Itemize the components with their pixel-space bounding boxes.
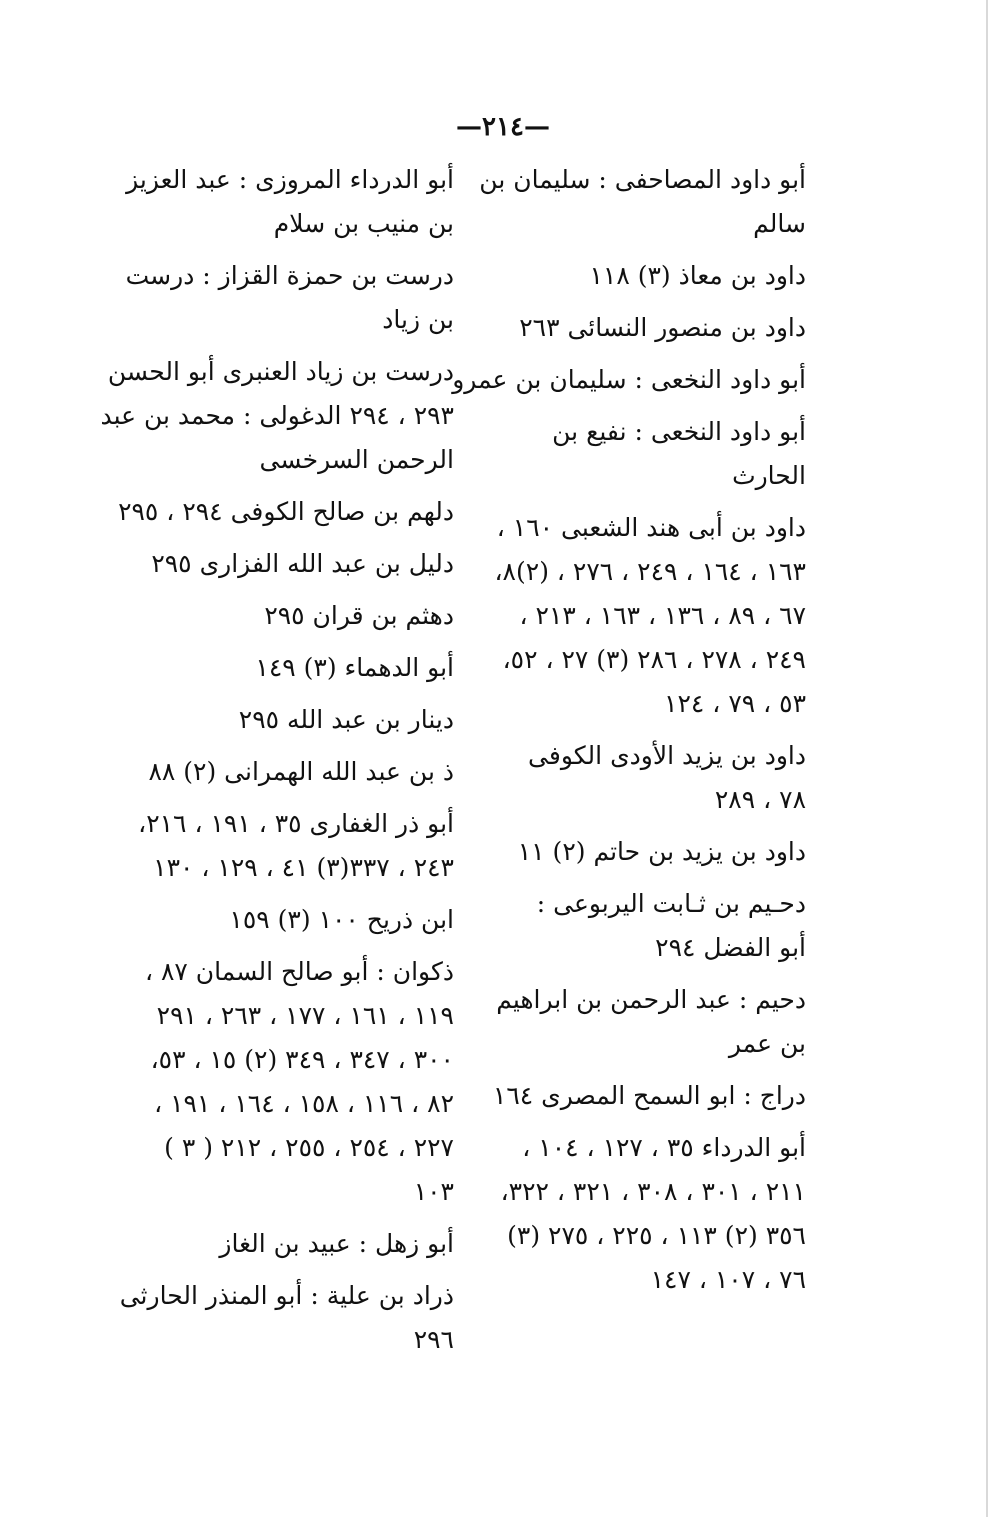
index-entry-line: دلهم بن صالح الكوفى ٢٩٤ ، ٢٩٥ bbox=[118, 497, 454, 526]
index-entry-line: ذكوان : أبو صالح السمان ٨٧ ، bbox=[144, 957, 454, 986]
index-entry bbox=[500, 1126, 806, 1302]
index-entry bbox=[154, 1222, 454, 1266]
index-entry bbox=[506, 882, 806, 970]
index-entry-line: ٢٤٣ ، ٣٣٧(٣) ٤١ ، ١٢٩ ، ١٣٠ bbox=[153, 853, 454, 882]
index-entry bbox=[154, 594, 454, 638]
index-entry-line: أبو داود النخعى : سليمان بن عمرو bbox=[452, 365, 806, 394]
index-entry-line: ٥٣ ، ٧٩ ، ١٢٤ bbox=[664, 689, 806, 718]
index-entry bbox=[496, 978, 806, 1066]
index-entry-line: داود بن أبى هند الشعبى ١٦٠ ، bbox=[496, 513, 806, 542]
index-column-right bbox=[452, 158, 806, 1310]
index-entry-line: أبو داود المصاحفى : سليمان بن bbox=[479, 165, 806, 194]
index-entry-line: أبو الدرداء المروزى : عبد العزيز bbox=[126, 165, 454, 194]
index-entry bbox=[148, 750, 454, 794]
index-entry-line: ٢٩٣ ، ٢٩٤ الدغولى : محمد بن عبد bbox=[100, 401, 454, 430]
index-entry bbox=[118, 490, 454, 534]
index-entry-line: دهثم بن قران ٢٩٥ bbox=[264, 601, 454, 630]
index-entry-line: درست بن زياد العنبرى أبو الحسن bbox=[107, 357, 454, 386]
index-entry-line: سالم bbox=[753, 209, 806, 238]
index-entry-line: ٢٩٦ bbox=[413, 1325, 454, 1354]
index-entry-line: أبو ذر الغفارى ٣٥ ، ١٩١ ، ٢١٦، bbox=[138, 809, 454, 838]
index-entry bbox=[452, 358, 806, 402]
index-entry-line: ٢١١ ، ٣٠١ ، ٣٠٨ ، ٣٢١ ، ٣٢٢، bbox=[500, 1177, 806, 1206]
index-entry bbox=[138, 802, 454, 890]
index-entry-line: دراج : ابو السمح المصرى ١٦٤ bbox=[492, 1081, 806, 1110]
index-entry-line: أبو داود النخعى : نفيع بن bbox=[552, 417, 806, 446]
index-entry-line: أبو زهل : عبيد بن الغاز bbox=[219, 1229, 454, 1258]
index-entry bbox=[126, 158, 454, 246]
index-entry-line: ذراد بن علية : أبو المنذر الحارثى bbox=[119, 1281, 454, 1310]
index-entry-line: بن زياد bbox=[382, 305, 454, 334]
page-number: —٢١٤— bbox=[456, 112, 550, 142]
index-entry-line: دحيم : عبد الرحمن بن ابراهيم bbox=[496, 985, 806, 1014]
index-entry-line: ٣٠٠ ، ٣٤٧ ، ٣٤٩ (٢) ١٥ ، ٥٣، bbox=[150, 1045, 454, 1074]
index-entry bbox=[151, 542, 454, 586]
index-entry-line: دحـيم بن ثـابت اليربوعى : bbox=[536, 889, 806, 918]
index-entry-line: بن منيب بن سلام bbox=[273, 209, 454, 238]
index-entry-line: دينار بن عبد الله ٢٩٥ bbox=[238, 705, 454, 734]
index-entry-line: داود بن يزيد بن حاتم (٢) ١١ bbox=[517, 837, 806, 866]
index-entry bbox=[154, 898, 454, 942]
index-entry-line: أبو الدرداء ٣٥ ، ١٢٧ ، ١٠٤ ، bbox=[522, 1133, 806, 1162]
index-entry-line: الحارث bbox=[732, 461, 806, 490]
index-entry bbox=[100, 350, 454, 482]
index-entry bbox=[125, 254, 454, 342]
index-entry-line: ٨٢ ، ١١٦ ، ١٥٨ ، ١٦٤ ، ١٩١ ، bbox=[154, 1089, 454, 1118]
index-entry bbox=[492, 1074, 806, 1118]
index-entry-line: أبو الفضل ٢٩٤ bbox=[655, 933, 806, 962]
index-entry-line: ١٠٣ bbox=[413, 1177, 454, 1206]
index-entry bbox=[506, 306, 806, 350]
index-entry-line: ٦٧ ، ٨٩ ، ١٣٦ ، ١٦٣ ، ٢١٣ ، bbox=[519, 601, 806, 630]
index-entry-line: درست بن حمزة القزاز : درست bbox=[125, 261, 454, 290]
index-entry bbox=[144, 950, 454, 1214]
index-entry-line: أبو الدهماء (٣) ١٤٩ bbox=[255, 653, 454, 682]
index-entry bbox=[506, 410, 806, 498]
index-entry-line: ذ بن عبد الله الهمرانى (٢) ٨٨ bbox=[148, 757, 454, 786]
index-entry-line: ٧٨ ، ٢٨٩ bbox=[714, 785, 806, 814]
index-entry-line: ابن ذريح ١٠٠ (٣) ١٥٩ bbox=[229, 905, 454, 934]
index-entry bbox=[506, 734, 806, 822]
index-entry bbox=[479, 158, 806, 246]
index-entry bbox=[506, 254, 806, 298]
index-entry bbox=[494, 506, 806, 726]
index-entry bbox=[119, 1274, 454, 1362]
index-entry bbox=[154, 646, 454, 690]
index-entry-line: داود بن معاذ (٣) ١١٨ bbox=[589, 261, 806, 290]
index-entry-line: ٢٤٩ ، ٢٧٨ ، ٢٨٦ (٣) ٢٧ ، ٥٢، bbox=[502, 645, 806, 674]
index-entry-line: داود بن يزيد الأودى الكوفى bbox=[528, 741, 806, 770]
index-entry-line: ٣٥٦ (٢) ١١٣ ، ٢٢٥ ، ٢٧٥ (٣) bbox=[507, 1221, 806, 1250]
index-entry-line: دليل بن عبد الله الفزارى ٢٩٥ bbox=[151, 549, 454, 578]
index-column-left bbox=[100, 158, 454, 1370]
index-entry-line: ٢٢٧ ، ٢٥٤ ، ٢٥٥ ، ٢١٢ ( ٣ ) bbox=[164, 1133, 454, 1162]
index-entry-line: ١٦٣ ، ١٦٤ ، ٢٤٩ ، ٢٧٦ ، (٢)٨، bbox=[494, 557, 806, 586]
index-entry-line: بن عمر bbox=[728, 1029, 806, 1058]
index-entry-line: ١١٩ ، ١٦١ ، ١٧٧ ، ٢٦٣ ، ٢٩١ bbox=[156, 1001, 454, 1030]
index-entry bbox=[506, 830, 806, 874]
scan-edge bbox=[986, 0, 988, 1517]
index-entry-line: ٧٦ ، ١٠٧ ، ١٤٧ bbox=[650, 1265, 806, 1294]
index-entry bbox=[154, 698, 454, 742]
index-entry-line: داود بن منصور النسائى ٢٦٣ bbox=[519, 313, 806, 342]
index-entry-line: الرحمن السرخسى bbox=[259, 445, 454, 474]
